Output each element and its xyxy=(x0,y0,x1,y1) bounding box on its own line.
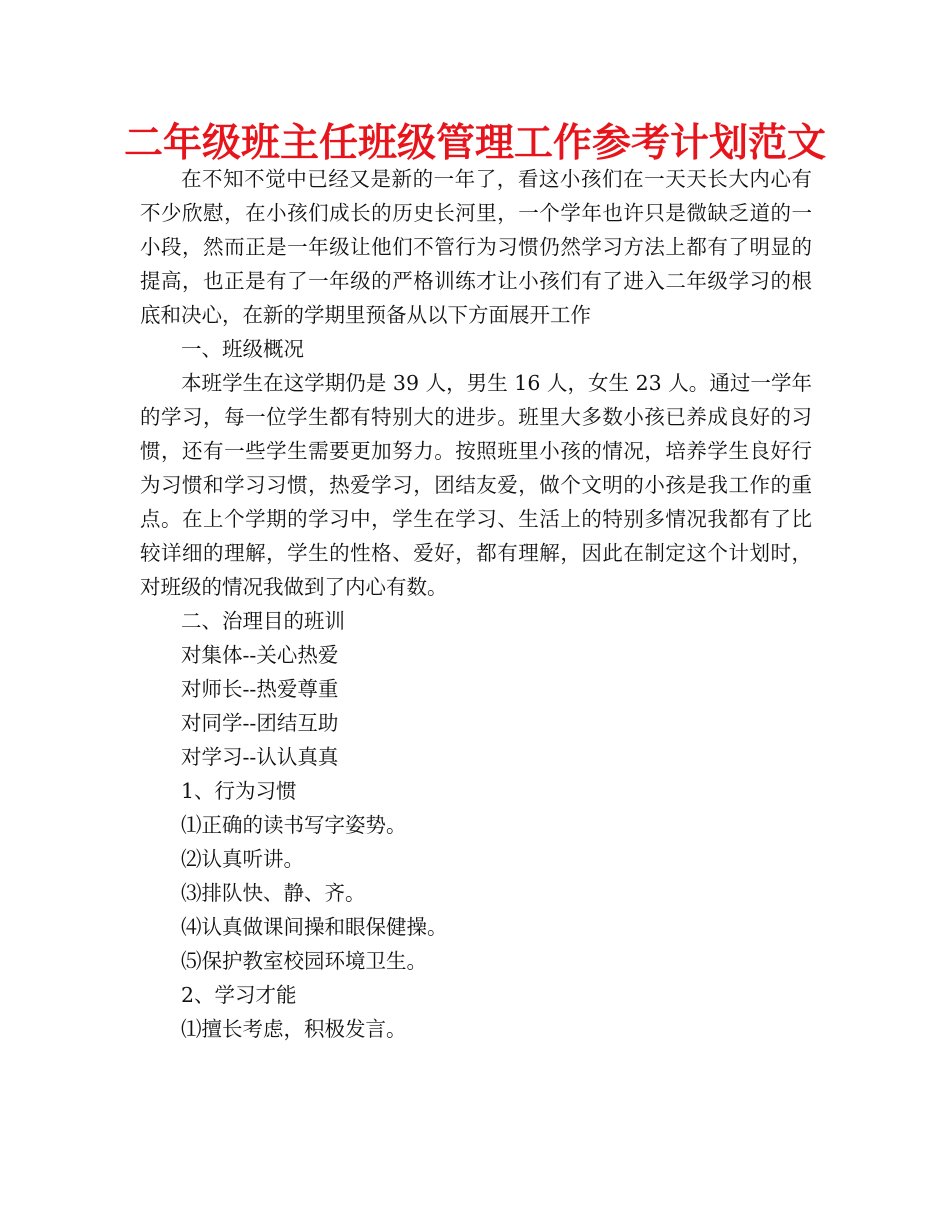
motto-item: 对学习--认认真真 xyxy=(181,745,339,769)
habit-item: ⑷认真做课间操和眼保健操。 xyxy=(181,915,448,939)
subheading-behavior-habits: 1、行为习惯 xyxy=(181,779,297,803)
motto-item: 对同学--团结互助 xyxy=(181,711,339,735)
skill-item: ⑴擅长考虑，积极发言。 xyxy=(181,1017,407,1041)
document-body xyxy=(140,162,812,1046)
section-heading-class-overview: 一、班级概况 xyxy=(181,337,304,361)
section-heading-class-motto: 二、治理目的班训 xyxy=(181,609,345,633)
habit-item: ⑶排队快、静、齐。 xyxy=(181,881,366,905)
subheading-learning-ability: 2、学习才能 xyxy=(181,983,297,1007)
intro-paragraph: 在不知不觉中已经又是新的一年了，看这小孩们在一天天长大内心有不少欣慰，在小孩们成长的历史长河里，一个学年也许只是微缺乏道的一小段，然而正是一年级让他们不管行为习惯仍然学习方法上都有了明显的提高，也正是有了一年级的严格训练才让小孩们有了进入二年级学习的根底和决心，在新的学期里预备从以下方面展开工作 xyxy=(140,167,812,327)
motto-item: 对集体--关心热爱 xyxy=(181,643,339,667)
habit-item: ⑸保护教室校园环境卫生。 xyxy=(181,949,427,973)
habit-item: ⑴正确的读书写字姿势。 xyxy=(181,813,407,837)
motto-item: 对师长--热爱尊重 xyxy=(181,677,339,701)
class-overview-paragraph: 本班学生在这学期仍是 39 人，男生 16 人，女生 23 人。通过一学年的学习，每一位学生都有特别大的进步。班里大多数小孩已养成良好的习惯，还有一些学生需要更加努力。按照班里小孩的情况，培养学生良好行为习惯和学习习惯，热爱学习，团结友爱，做个文明的小孩是我工作的重点。在上个学期的学习中，学生在学习、生活上的特别多情况我都有了比较详细的理解，学生的性格、爱好，都有理解，因此在制定这个计划时，对班级的情况我做到了内心有数。 xyxy=(140,371,812,599)
habit-item: ⑵认真听讲。 xyxy=(181,847,304,871)
document-title: 二年级班主任班级管理工作参考计划范文 xyxy=(123,121,826,166)
